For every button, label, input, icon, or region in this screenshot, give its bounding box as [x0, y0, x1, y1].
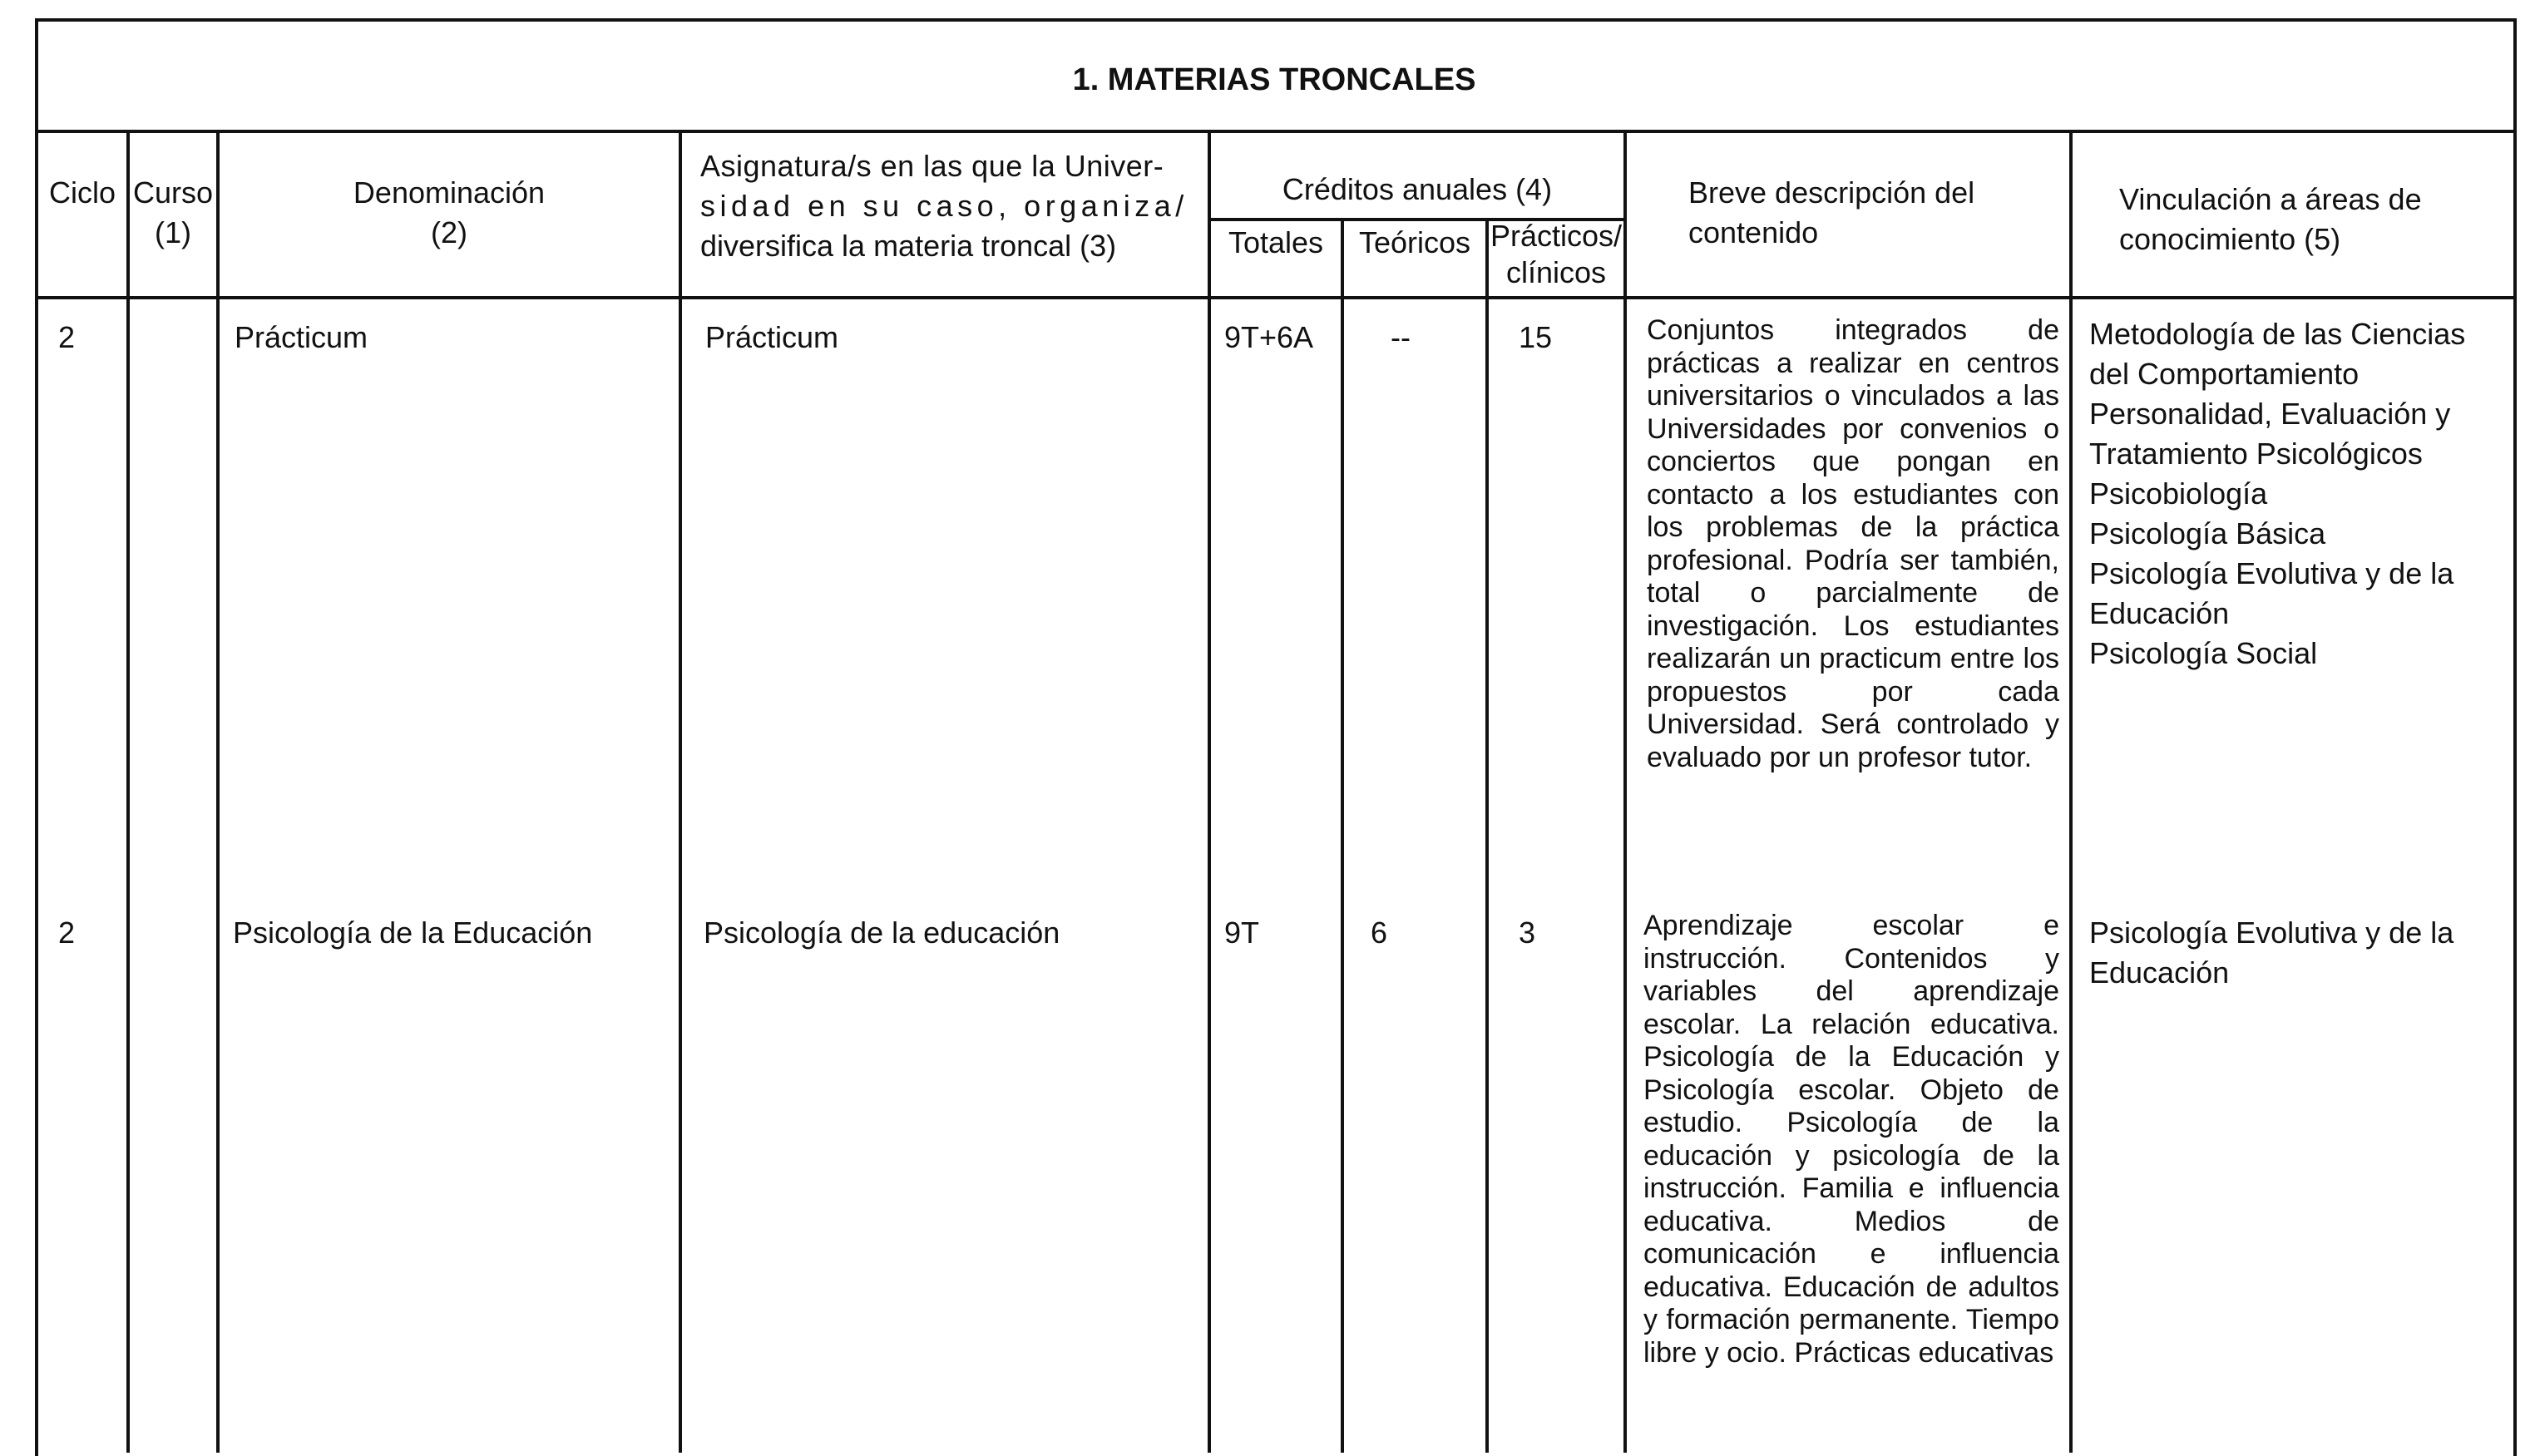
row-practicos: 15 [1519, 320, 1553, 354]
list-item: Personalidad, Evaluación y Tratamiento Psicológicos [2089, 397, 2451, 471]
list-item: Metodología de las Ciencias del Comportamiento [2089, 317, 2466, 391]
table-title: 1. MATERIAS TRONCALES [1072, 62, 1476, 97]
header-practicos-line1: Prácticos/ [1490, 219, 1623, 253]
col-divider-creditos [1623, 130, 1627, 1453]
col-divider-curso [216, 130, 220, 1453]
row-asignatura: Psicología de la educación [704, 916, 1060, 950]
header-descripcion-line2: contenido [1688, 215, 1819, 249]
header-descripcion-line1: Breve descripción del [1688, 175, 1975, 210]
col-divider-denominacion [679, 130, 682, 1453]
title-divider [35, 130, 2513, 133]
row-totales: 9T [1224, 916, 1260, 950]
row-asignatura: Prácticum [705, 320, 839, 354]
list-item: Psicología Evolutiva y de la Educación [2089, 556, 2454, 630]
header-vinculacion-line2: conocimiento (5) [2119, 222, 2341, 256]
header-divider [35, 296, 2513, 299]
row-totales: 9T+6A [1224, 320, 1314, 354]
header-totales: Totales [1228, 225, 1324, 259]
row-teoricos: 6 [1371, 916, 1388, 950]
row-descripcion: Conjuntos integrados de prácticas a realizar en centros universitarios o vinculados a las Universidades por convenios o conciertos que pongan en contacto a los estudiantes con los problemas de la práctica profesional. Podría ser también, total o parcialmente de investigación. Los estudiantes realizarán un practicum entre los propuestos por cada Universidad. Será controlado y evaluado por un profesor tutor. [1647, 314, 2059, 773]
col-divider-descripcion [2069, 130, 2073, 1453]
list-item: Psicología Social [2089, 636, 2318, 670]
header-curso: Curso [132, 175, 214, 210]
row-ciclo: 2 [58, 320, 76, 354]
header-asignatura-line1: Asignatura/s en las que la Univer- [700, 149, 1164, 183]
list-item: Psicología Básica [2089, 516, 2326, 550]
header-denominacion: Denominación [353, 175, 546, 210]
row-descripcion: Aprendizaje escolar e instrucción. Contenidos y variables del aprendizaje escolar. La relación educativa. Psicología de la Educación y Psicología escolar. Objeto de estudio. Psicología de la educación y psicología de la instrucción. Familia e influencia educativa. Medios de comunicación e influencia educativa. Educación de adultos y formación permanente. Tiempo libre y ocio. Prácticas educativas [1643, 910, 2059, 1369]
header-ciclo: Ciclo [48, 175, 116, 210]
header-curso-note: (1) [155, 215, 191, 249]
col-divider-asignatura [1208, 130, 1211, 1453]
row-ciclo: 2 [58, 916, 76, 950]
row-denominacion: Psicología de la Educación [233, 916, 593, 950]
header-asignatura-line2: sidad en su caso, organiza/ [700, 189, 1188, 223]
header-creditos: Créditos anuales (4) [1282, 172, 1553, 206]
header-denominacion-note: (2) [431, 215, 467, 249]
col-divider-ciclo [126, 130, 130, 1453]
row-teoricos: -- [1391, 320, 1411, 354]
header-asignatura-line3: diversifica la materia troncal (3) [700, 229, 1117, 263]
row-denominacion: Prácticum [235, 320, 368, 354]
header-teoricos: Teóricos [1358, 225, 1471, 259]
row-practicos: 3 [1519, 916, 1536, 950]
col-divider-teoricos [1485, 218, 1489, 1453]
list-item: Psicobiología [2089, 476, 2268, 511]
col-divider-totales [1341, 218, 1344, 1453]
row-areas-list [2089, 314, 2497, 674]
row-areas-list [2089, 913, 2497, 993]
list-item: Psicología Evolutiva y de la Educación [2089, 916, 2454, 990]
header-practicos-line2: clínicos [1505, 255, 1607, 289]
header-vinculacion-line1: Vinculación a áreas de [2119, 182, 2422, 216]
